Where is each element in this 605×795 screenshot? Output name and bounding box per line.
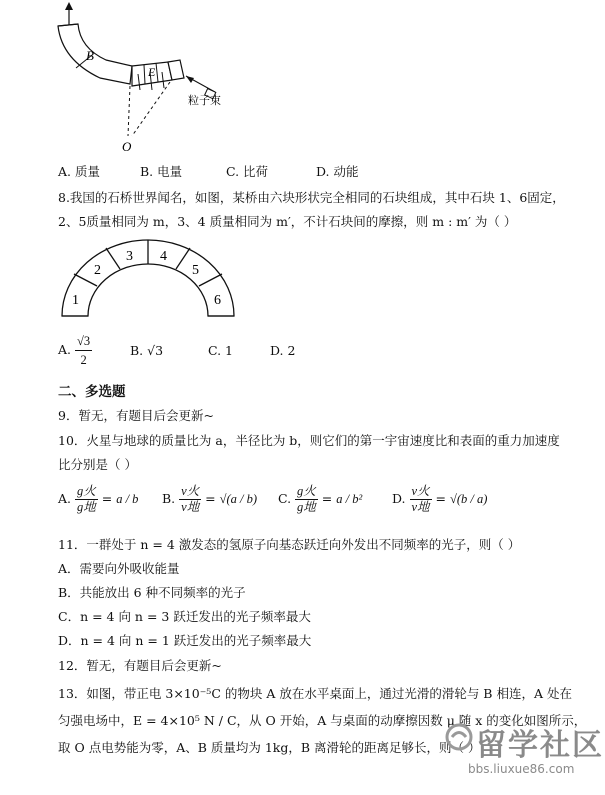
q10-option-a: A. $\frac{\text{g火}}{\text{g地}}$ = a / b <box>58 484 139 514</box>
section-heading-multiple-choice: 二、多选题 <box>58 384 126 400</box>
q11-option-a: A．需要向外吸收能量 <box>58 561 180 576</box>
watermark <box>438 718 604 790</box>
label-b: B <box>86 48 94 63</box>
q8-line-1: 8.我国的石桥世界闻名，如图，某桥由六块形状完全相同的石块组成，其中石块 1、6固定， <box>58 190 565 205</box>
q10-line-1: 10．火星与地球的质量比为 a，半径比为 b，则它们的第一宇宙速度比和表面的重力加速度 <box>58 433 560 448</box>
q8-options <box>58 332 295 369</box>
q8-option-a: A. $\frac{√3}{2}$ <box>58 334 91 367</box>
stone-4: 4 <box>160 249 167 264</box>
watermark-logo-icon <box>444 722 474 755</box>
q10-option-d: D. $\frac{\text{v火}}{\text{v地}}$ = √(b / a) <box>391 484 488 514</box>
q10-option-c: C. $\frac{\text{g火}}{\text{g地}}$ = a / b² <box>277 484 363 514</box>
stone-5: 5 <box>192 263 199 278</box>
q7-option-a: A. 质量 <box>58 164 101 179</box>
q12-text: 12．暂无，有题目后会更新~ <box>58 658 222 673</box>
q11-option-d: D．n = 4 向 n = 1 跃迁发出的光子频率最大 <box>58 633 312 648</box>
q11-option-c: C．n = 4 向 n = 3 跃迁发出的光子频率最大 <box>58 609 311 624</box>
label-e: E <box>148 65 156 79</box>
q9-text: 9．暂无，有题目后会更新~ <box>58 408 214 423</box>
q13-line-3: 取 O 点电势能为零，A、B 质量均为 1kg，B 离滑轮的距离足够长，则（ ） <box>58 740 481 755</box>
q8-option-b: B. √3 <box>129 342 164 358</box>
q7-option-c: C. 比荷 <box>225 164 269 179</box>
q13-line-2: 匀强电场中，E = 4×10⁵ N / C，从 O 开始，A 与桌面的动摩擦因数 μ 随 x 的变化如图所示， <box>58 713 587 728</box>
label-o: O <box>122 139 132 154</box>
mass-spectrometer-figure <box>40 0 240 160</box>
stone-1: 1 <box>72 293 79 308</box>
beam-label: 粒子束 <box>188 94 221 107</box>
q13-line-1: 13．如图，带正电 3×10⁻⁵C 的物块 A 放在水平桌面上，通过光滑的滑轮与 B 相连，A 处在 <box>58 686 572 701</box>
q7-options <box>58 164 359 180</box>
watermark-title: 留学社区 <box>476 728 604 763</box>
q8-line-2: 2、5质量相同为 m，3、4 质量相同为 m′，不计石块间的摩擦，则 m : m′ 为（ ） <box>58 214 517 229</box>
q10-line-2: 比分别是（ ） <box>58 457 137 472</box>
q11-stem: 11．一群处于 n = 4 激发态的氢原子向基态跃迁向外发出不同频率的光子，则（ ） <box>58 537 521 552</box>
q10-options <box>58 484 487 515</box>
q10-option-b: B. $\frac{\text{v火}}{\text{v地}}$ = √(a / b) <box>161 484 258 514</box>
q7-option-b: B. 电量 <box>139 164 183 179</box>
stone-2: 2 <box>94 263 101 278</box>
q8-option-d: D. 2 <box>269 342 296 358</box>
watermark-url: bbs.liuxue86.com <box>468 762 575 776</box>
q7-option-d: D. 动能 <box>315 164 359 179</box>
stone-arch-figure <box>60 236 238 320</box>
stone-3: 3 <box>126 249 133 264</box>
stone-6: 6 <box>214 293 221 308</box>
q8-option-c: C. 1 <box>207 342 233 358</box>
q11-option-b: B．共能放出 6 种不同频率的光子 <box>58 585 246 600</box>
